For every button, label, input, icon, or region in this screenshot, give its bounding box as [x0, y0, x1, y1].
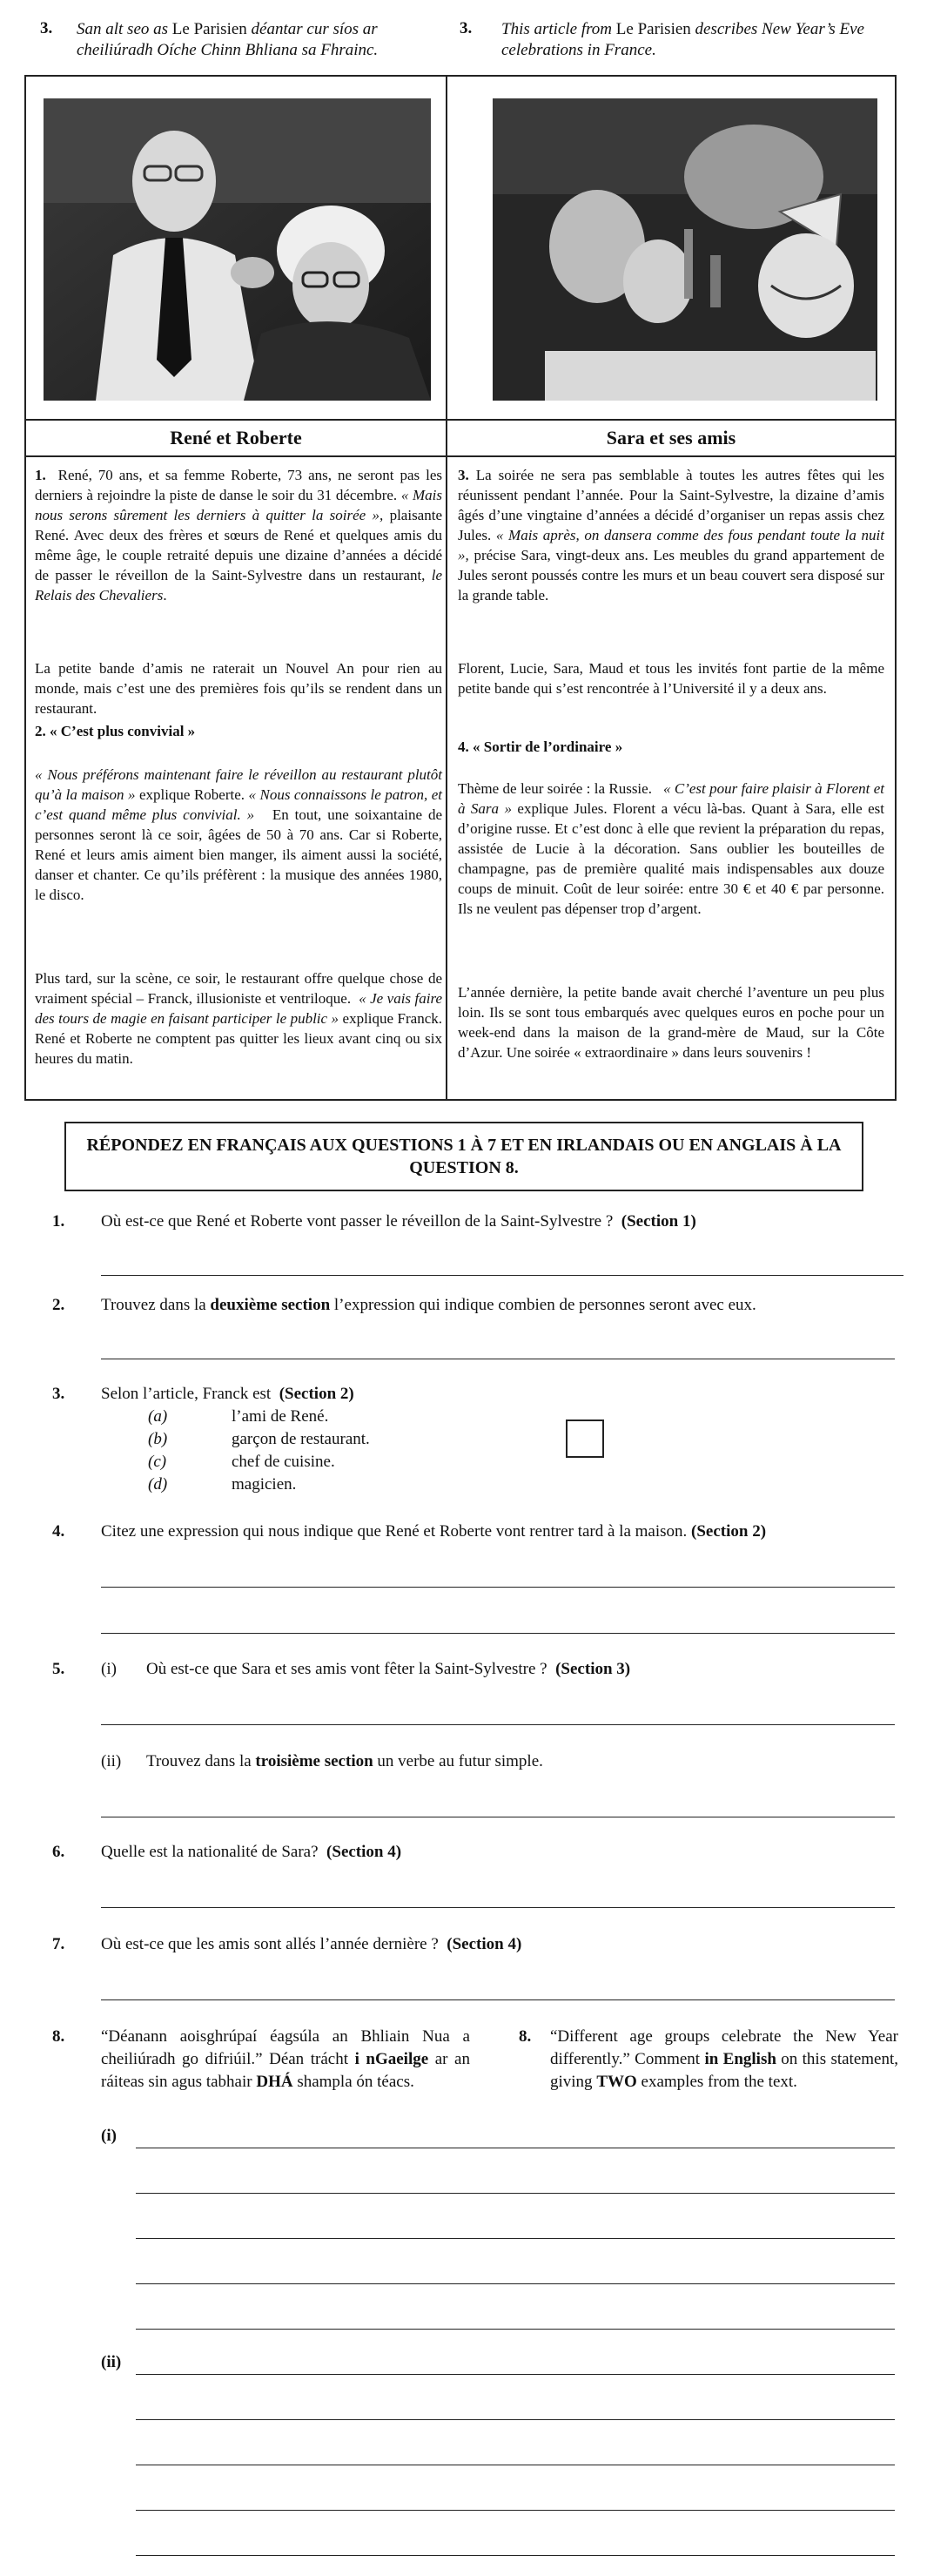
- right-section-4b: L’année dernière, la petite bande avait cherché l’aventure un peu plus loin. Ils se sont tous embarqués avec quelques euros en poche pour un week-end dans la maison de la grand-mère de Maud, sur la Côte d’Azur. Une soirée « extraordinaire » dans leurs souvenirs !: [458, 984, 884, 1061]
- q4-answer-line-1[interactable]: [101, 1587, 895, 1588]
- left-section-2: « Nous préférons maintenant faire le réveillon au restaurant plutôt qu’à la maison » explique Roberte. « Nous connaissons le patron, et c’est quand même plus convivial. » En tout, une soixantaine de personnes seront là ce soir, âgées de 50 à 70 ans. Car si Roberte, René et leurs amis aiment bien manger, ils aiment aussi la société, danser et chanter. Ce qu’ils préfèrent : la musique des années 1980, le disco.: [35, 766, 443, 903]
- q8-text-en: “Different age groups celebrate the New Year differently.” Comment in English on this statement, giving TWO examples from the text.: [550, 2027, 899, 2091]
- q8-number-en: 8.: [519, 2027, 532, 2046]
- q7-text: Où est-ce que les amis sont allés l’année dernière ? (Section 4): [101, 1935, 522, 1953]
- q5-i-label: (i): [101, 1660, 117, 1678]
- header-text-en: This article from Le Parisien describes New Year’s Eve celebrations in France.: [501, 20, 864, 59]
- q7-number: 7.: [52, 1935, 65, 1953]
- title-text-divider: [24, 455, 897, 457]
- q4-answer-line-2[interactable]: [101, 1633, 895, 1634]
- column-divider: [446, 75, 447, 1101]
- q3-option-a: l’ami de René.: [232, 1407, 329, 1426]
- left-column-title: René et Roberte: [170, 427, 302, 448]
- q8-i-answer-line-4[interactable]: [136, 2283, 895, 2284]
- q8-i-answer-line-2[interactable]: [136, 2193, 895, 2194]
- q8-i-answer-line-3[interactable]: [136, 2238, 895, 2239]
- q8-ii-answer-line-1[interactable]: [136, 2374, 895, 2375]
- left-section-2b: Plus tard, sur la scène, ce soir, le restaurant offre quelque chose de vraiment spécial – Franck, illusioniste et ventriloque. « Je vais faire des tours de magie en faisant participer le public » explique Franck. René et Roberte ne comptent pas quitter les lieux avant cinq ou six heures du matin.: [35, 970, 443, 1067]
- photo-title-divider: [24, 419, 897, 421]
- q5-i-text: Où est-ce que Sara et ses amis vont fêter la Saint-Sylvestre ? (Section 3): [146, 1660, 631, 1678]
- header-number-en: 3.: [460, 19, 473, 37]
- q8-label-i: (i): [101, 2127, 117, 2145]
- right-section-4: Thème de leur soirée : la Russie. « C’est pour faire plaisir à Florent et à Sara » explique Jules. Florent a vécu là-bas. Quant à Sara, elle est d’origine russe. Et c’est donc à elle que revient la préparation du repas, assistée de Lucie à la décoration. Sans oublier les bouteilles de champagne, pas de première qualité mais indispensables aux douze coups de minuit. Coût de leur soirée: entre 30 € et 40 € par personne. Ils ne veulent pas dépenser trop d’argent.: [458, 780, 885, 917]
- q5-ii-label: (ii): [101, 1752, 122, 1770]
- q8-ii-answer-line-5[interactable]: [136, 2555, 895, 2556]
- q6-text: Quelle est la nationalité de Sara? (Section 4): [101, 1843, 402, 1861]
- q1-answer-line[interactable]: [101, 1275, 903, 1276]
- q1-number: 1.: [52, 1212, 65, 1231]
- q6-number: 6.: [52, 1843, 65, 1861]
- q5-i-answer-line[interactable]: [101, 1724, 895, 1725]
- q3-option-b: garçon de restaurant.: [232, 1430, 370, 1448]
- q3-option-d-letter: (d): [148, 1475, 168, 1494]
- photo-sara-amis: [493, 98, 877, 401]
- q3-option-d: magicien.: [232, 1475, 297, 1494]
- q3-option-b-letter: (b): [148, 1430, 168, 1448]
- q1-text: Où est-ce que René et Roberte vont passer le réveillon de la Saint-Sylvestre ? (Section 1): [101, 1212, 696, 1231]
- left-section-1: 1. René, 70 ans, et sa femme Roberte, 73 ans, ne seront pas les derniers à rejoindre la piste de danse le soir du 31 décembre. « Mais nous serons sûrement les derniers à quitter la soirée », plaisante René. Avec deux des frères et sœurs de René et quelques amis du même âge, le couple retraité depuis une dizaine d’années a décidé de passer le réveillon de la Saint-Sylvestre dans un restaurant, le Relais des Chevaliers.: [35, 467, 443, 604]
- photo-rene-roberte: [44, 98, 431, 401]
- q3-option-c-letter: (c): [148, 1453, 167, 1471]
- q7-answer-line[interactable]: [101, 1999, 895, 2000]
- right-section-4-heading: 4. « Sortir de l’ordinaire »: [458, 738, 623, 755]
- q3-option-c: chef de cuisine.: [232, 1453, 335, 1471]
- q8-ii-answer-line-2[interactable]: [136, 2419, 895, 2420]
- q8-label-ii: (ii): [101, 2353, 122, 2371]
- left-section-2-heading: 2. « C’est plus convivial »: [35, 723, 196, 739]
- right-column-title: Sara et ses amis: [606, 427, 736, 448]
- q8-text-ga: “Déanann aoisghrúpaí éagsúla an Bhliain Nua a cheiliúradh go difriúil.” Déan trácht i nGaeilge ar an ráiteas sin agus tabhair DHÁ shampla ón téacs.: [101, 2027, 470, 2091]
- q8-i-answer-line-5[interactable]: [136, 2329, 895, 2330]
- q5-ii-text: Trouvez dans la troisième section un verbe au futur simple.: [146, 1752, 543, 1770]
- q2-text: Trouvez dans la deuxième section l’expression qui indique combien de personnes seront avec eux.: [101, 1296, 756, 1314]
- q3-answer-box[interactable]: [566, 1419, 604, 1458]
- q4-number: 4.: [52, 1522, 65, 1541]
- right-section-3b: Florent, Lucie, Sara, Maud et tous les invités font partie de la même petite bande qui s’est rencontrée à l’Université il y a deux ans.: [458, 660, 884, 697]
- header-number-ga: 3.: [40, 19, 53, 37]
- q8-number-ga: 8.: [52, 2027, 65, 2046]
- instructions-box: RÉPONDEZ EN FRANÇAIS AUX QUESTIONS 1 À 7 ET EN IRLANDAIS OU EN ANGLAIS À LA QUESTION 8.: [64, 1122, 863, 1191]
- left-section-1b: La petite bande d’amis ne raterait un Nouvel An pour rien au monde, mais c’est une des premières fois qu’ils se rendent dans un restaurant.: [35, 660, 442, 717]
- right-section-3: 3. La soirée ne sera pas semblable à toutes les autres fêtes qui les réunissent pendant l’année. Pour la Saint-Sylvestre, la dizaine d’amis âgés d’une vingtaine d’années a décidé d’organiser un repas assis chez Jules. « Mais après, on dansera comme des fous pendant toute la nuit », précise Sara, vingt-deux ans. Les meubles du grand appartement de Jules seront poussés contre les murs et un beau couvert sera disposé sur la grande table.: [458, 467, 885, 604]
- q3-option-a-letter: (a): [148, 1407, 168, 1426]
- header-text-ga: San alt seo as Le Parisien déantar cur síos ar cheiliúradh Oíche Chinn Bhliana sa Fhrainc.: [77, 20, 379, 59]
- q3-text: Selon l’article, Franck est (Section 2): [101, 1385, 354, 1403]
- q4-text: Citez une expression qui nous indique que René et Roberte vont rentrer tard à la maison. (Section 2): [101, 1522, 767, 1541]
- q5-number: 5.: [52, 1660, 65, 1678]
- q3-number: 3.: [52, 1385, 65, 1403]
- q2-number: 2.: [52, 1296, 65, 1314]
- q6-answer-line[interactable]: [101, 1907, 895, 1908]
- q8-ii-answer-line-4[interactable]: [136, 2510, 895, 2511]
